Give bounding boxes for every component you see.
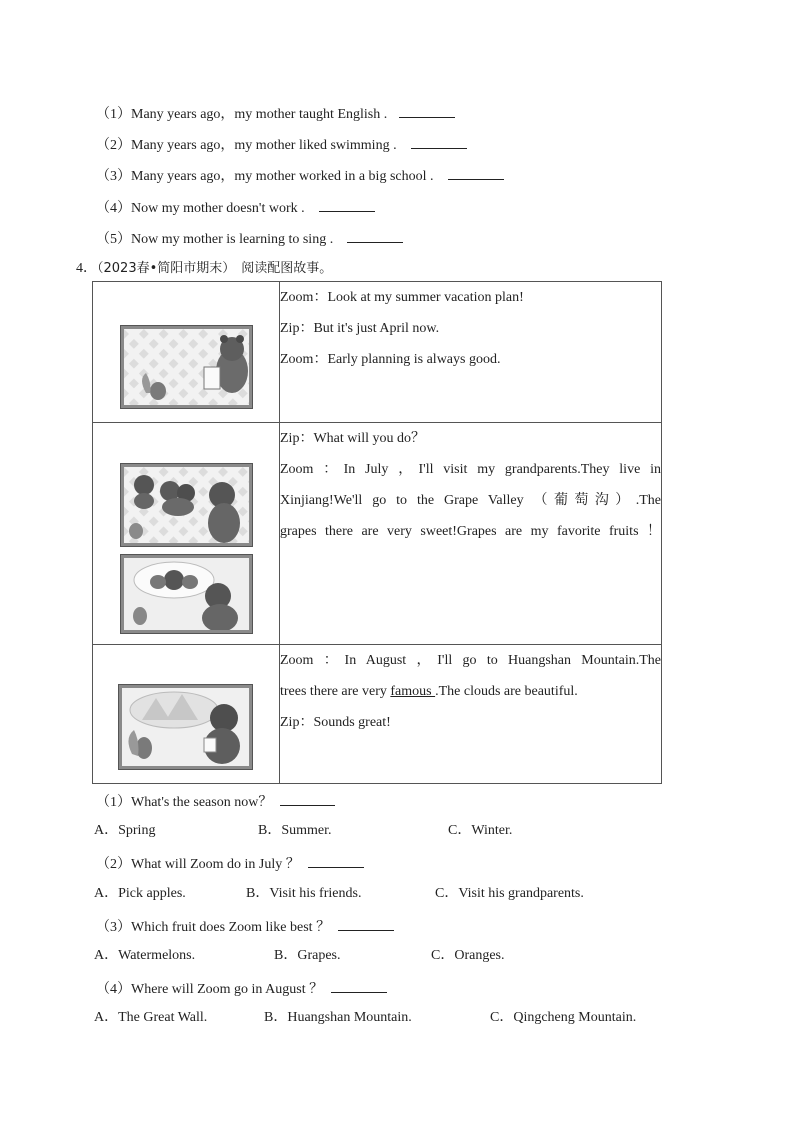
option-a[interactable]: A．Spring <box>94 823 156 838</box>
statement-text: Now my mother doesn't work . <box>131 201 305 216</box>
bear-plan-image <box>124 329 249 405</box>
bear-plan-illustration <box>121 326 252 408</box>
question-4 <box>96 978 387 999</box>
bears-family-illustration <box>121 464 252 546</box>
statement-number: （5） <box>96 232 131 247</box>
question-2 <box>96 853 364 874</box>
answer-blank[interactable] <box>347 228 403 243</box>
dialogue-line <box>280 676 661 707</box>
bears-thinking-illustration <box>121 555 252 633</box>
statement-2 <box>96 134 467 155</box>
options-3 <box>94 947 694 965</box>
question-text: （2）What will Zoom do in July ？ <box>96 857 300 872</box>
bear-mountain-illustration <box>119 685 252 769</box>
statement-3 <box>96 165 504 186</box>
answer-blank[interactable] <box>280 791 335 806</box>
dialogue-line: Zip：Sounds great! <box>280 715 391 730</box>
question-text: （4）Where will Zoom go in August ？ <box>96 982 324 997</box>
dialogue-line: Zoom：Early planning is always good. <box>280 352 501 367</box>
option-c[interactable]: C．Oranges. <box>431 948 505 963</box>
option-b[interactable]: B．Summer. <box>258 823 332 838</box>
option-b[interactable]: B．Grapes. <box>274 948 341 963</box>
answer-blank[interactable] <box>411 134 467 149</box>
option-b[interactable]: B．Visit his friends. <box>246 886 362 901</box>
dialogue-text: .The clouds are beautiful. <box>435 684 578 699</box>
dialogue-line: Zip：But it's just April now. <box>280 321 440 336</box>
dialogue-line: Zoom ：In July ，I'll visit my grandparents.They live in <box>280 462 661 477</box>
question-number: 4． <box>76 261 97 276</box>
statement-1 <box>96 103 455 124</box>
bear-mountain-image <box>122 688 249 766</box>
statement-number: （1） <box>96 107 131 122</box>
options-1 <box>94 822 694 840</box>
statement-number: （4） <box>96 201 131 216</box>
dialogue-line: Xinjiang!We'll go to the Grape Valley （葡萄沟）.The <box>280 493 661 508</box>
statement-number: （3） <box>96 169 131 184</box>
answer-blank[interactable] <box>308 853 364 868</box>
story-row-3 <box>93 645 662 784</box>
story-text-cell <box>280 282 662 423</box>
option-b[interactable]: B．Huangshan Mountain. <box>264 1010 412 1025</box>
question-3 <box>96 916 394 937</box>
statement-text: Many years ago，my mother liked swimming . <box>131 138 397 153</box>
story-row-2 <box>93 423 662 645</box>
option-c[interactable]: C．Qingcheng Mountain. <box>490 1010 637 1025</box>
story-image-cell <box>93 423 280 645</box>
underlined-word: famous <box>390 684 436 699</box>
statement-4 <box>96 197 375 218</box>
options-4 <box>94 1009 694 1027</box>
option-a[interactable]: A．Pick apples. <box>94 886 186 901</box>
question-source: （2023春•简阳市期末） <box>97 261 236 276</box>
dialogue-line: Zoom：Look at my summer vacation plan! <box>280 290 524 305</box>
option-a[interactable]: A．The Great Wall. <box>94 1010 208 1025</box>
story-text-cell <box>280 645 662 784</box>
story-table <box>92 281 662 784</box>
answer-blank[interactable] <box>338 916 394 931</box>
statement-number: （2） <box>96 138 131 153</box>
option-c[interactable]: C．Winter. <box>448 823 513 838</box>
answer-blank[interactable] <box>399 103 455 118</box>
statement-text: Many years ago，my mother taught English . <box>131 107 388 122</box>
dialogue-line: Zoom ：In August ，I'll go to Huangshan Mountain.The <box>280 653 661 668</box>
options-2 <box>94 885 694 903</box>
question-1 <box>96 791 335 812</box>
answer-blank[interactable] <box>319 197 375 212</box>
bears-thinking-image <box>124 558 249 630</box>
question-4-heading <box>76 257 332 277</box>
dialogue-line: grapes there are very sweet!Grapes are my favorite fruits ！ <box>280 524 661 539</box>
dialogue-text: trees there are very <box>280 684 391 699</box>
statement-text: Now my mother is learning to sing . <box>131 232 334 247</box>
story-image-cell <box>93 282 280 423</box>
answer-blank[interactable] <box>448 165 504 180</box>
question-text: （3）Which fruit does Zoom like best ？ <box>96 920 331 935</box>
story-row-1 <box>93 282 662 423</box>
option-a[interactable]: A．Watermelons. <box>94 948 196 963</box>
question-instruction: 阅读配图故事。 <box>241 261 333 276</box>
statement-5 <box>96 228 403 249</box>
question-text: （1）What's the season now？ <box>96 795 273 810</box>
statement-text: Many years ago，my mother worked in a big school . <box>131 169 434 184</box>
story-image-cell <box>93 645 280 784</box>
story-text-cell <box>280 423 662 645</box>
dialogue-line: Zip：What will you do？ <box>280 431 426 446</box>
answer-blank[interactable] <box>331 978 387 993</box>
option-c[interactable]: C．Visit his grandparents. <box>435 886 584 901</box>
bears-family-image <box>124 467 249 543</box>
